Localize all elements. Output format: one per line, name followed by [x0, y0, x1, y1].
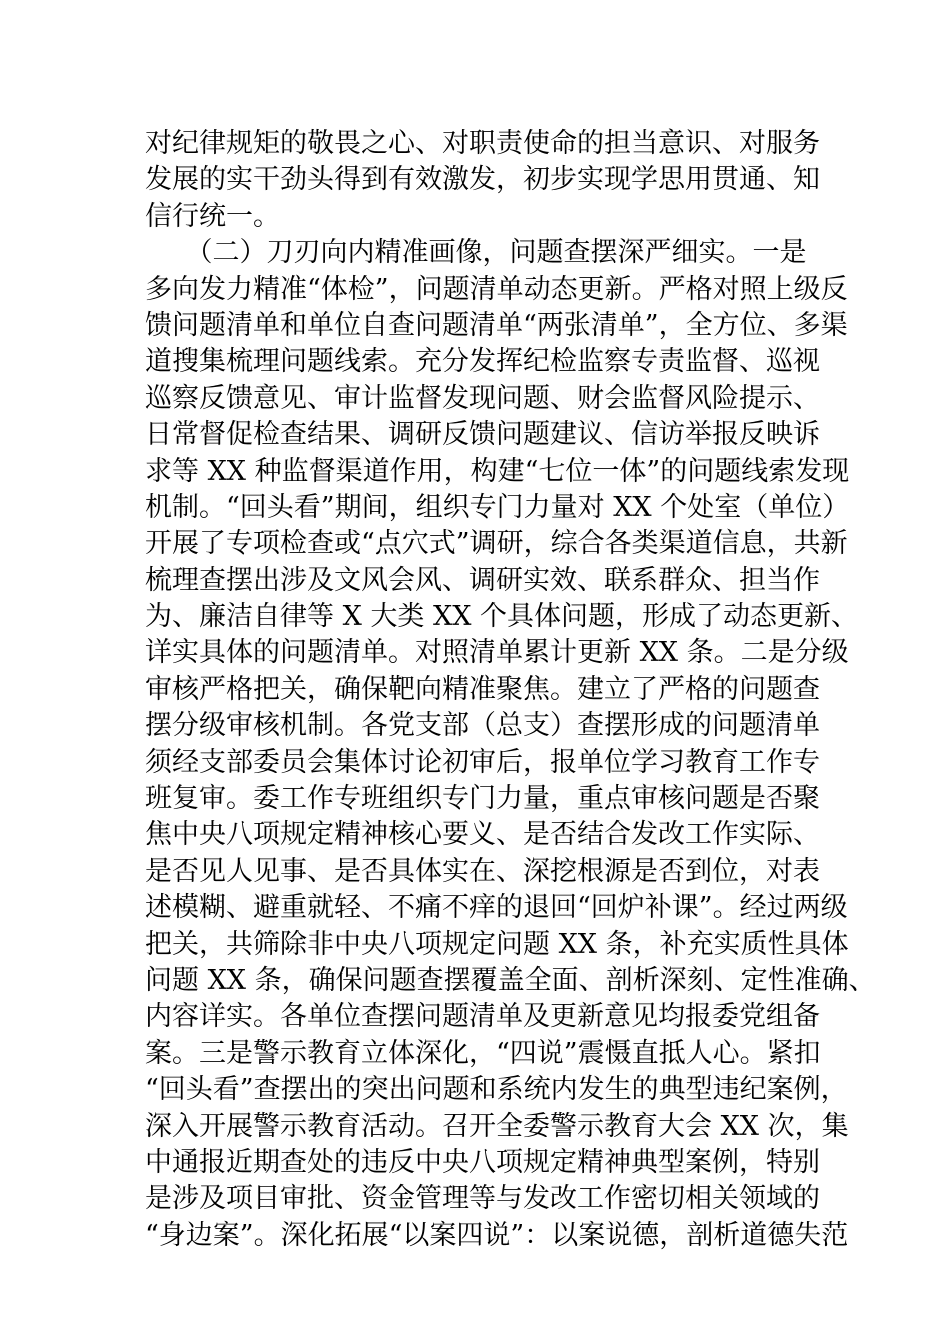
text-line: 信行统一。 [145, 200, 280, 232]
text-line: 审核严格把关，确保靶向精准聚焦。建立了严格的问题查 [145, 673, 820, 705]
text-line: 是涉及项目审批、资金管理等与发改工作密切相关领域的 [145, 1183, 820, 1215]
text-line: 摆分级审核机制。各党支部（总支）查摆形成的问题清单 [145, 710, 820, 742]
text-line: 机制。“回头看”期间，组织专门力量对 XX 个处室（单位） [145, 491, 850, 523]
text-line: 班复审。委工作专班组织专门力量，重点审核问题是否聚 [145, 783, 820, 815]
text-line: 焦中央八项规定精神核心要义、是否结合发改工作实际、 [145, 819, 820, 851]
text-line: 详实具体的问题清单。对照清单累计更新 XX 条。二是分级 [145, 637, 849, 669]
text-line: 是否见人见事、是否具体实在、深挖根源是否到位，对表 [145, 855, 820, 887]
text-line: “回头看”查摆出的突出问题和系统内发生的典型违纪案例， [145, 1074, 848, 1106]
text-line: 道搜集梳理问题线索。充分发挥纪检监察专责监督、巡视 [145, 346, 820, 378]
text-line: 多向发力精准“体检”，问题清单动态更新。严格对照上级反 [145, 273, 848, 305]
text-line: 梳理查摆出涉及文风会风、调研实效、联系群众、担当作 [145, 564, 820, 596]
text-line: 述模糊、避重就轻、不痛不痒的退回“回炉补课”。经过两级 [145, 892, 848, 924]
body-text [145, 126, 876, 1254]
text-line: 对纪律规矩的敬畏之心、对职责使命的担当意识、对服务 [145, 128, 820, 159]
text-line: 内容详实。各单位查摆问题清单及更新意见均报委党组备 [145, 1001, 820, 1033]
text-line: 案。三是警示教育立体深化，“四说”震慑直抵人心。紧扣 [145, 1037, 821, 1069]
text-line: 开展了专项检查或“点穴式”调研，综合各类渠道信息，共新 [145, 528, 848, 560]
text-line: （二）刀刃向内精准画像，问题查摆深严细实。一是 [145, 237, 807, 269]
text-line: 求等 XX 种监督渠道作用，构建“七位一体”的问题线索发现 [145, 455, 850, 487]
text-line: 日常督促检查结果、调研反馈问题建议、信访举报反映诉 [145, 419, 820, 451]
text-line: 发展的实干劲头得到有效激发，初步实现学思用贯通、知 [145, 164, 820, 196]
text-line: 中通报近期查处的违反中央八项规定精神典型案例，特别 [145, 1146, 820, 1178]
text-line: 馈问题清单和单位自查问题清单“两张清单”，全方位、多渠 [145, 309, 848, 341]
text-line: 深入开展警示教育活动。召开全委警示教育大会 XX 次，集 [145, 1110, 849, 1142]
text-line: 巡察反馈意见、审计监督发现问题、财会监督风险提示、 [145, 382, 820, 414]
text-line: 把关，共筛除非中央八项规定问题 XX 条，补充实质性具体 [145, 928, 849, 960]
text-line: 问题 XX 条，确保问题查摆覆盖全面、剖析深刻、定性准确、 [145, 964, 876, 996]
text-line: “身边案”。深化拓展“以案四说”：以案说德，剖析道德失范 [145, 1219, 849, 1251]
text-line: 须经支部委员会集体讨论初审后，报单位学习教育工作专 [145, 746, 820, 778]
text-line: 为、廉洁自律等 X 大类 XX 个具体问题，形成了动态更新、 [145, 601, 858, 633]
